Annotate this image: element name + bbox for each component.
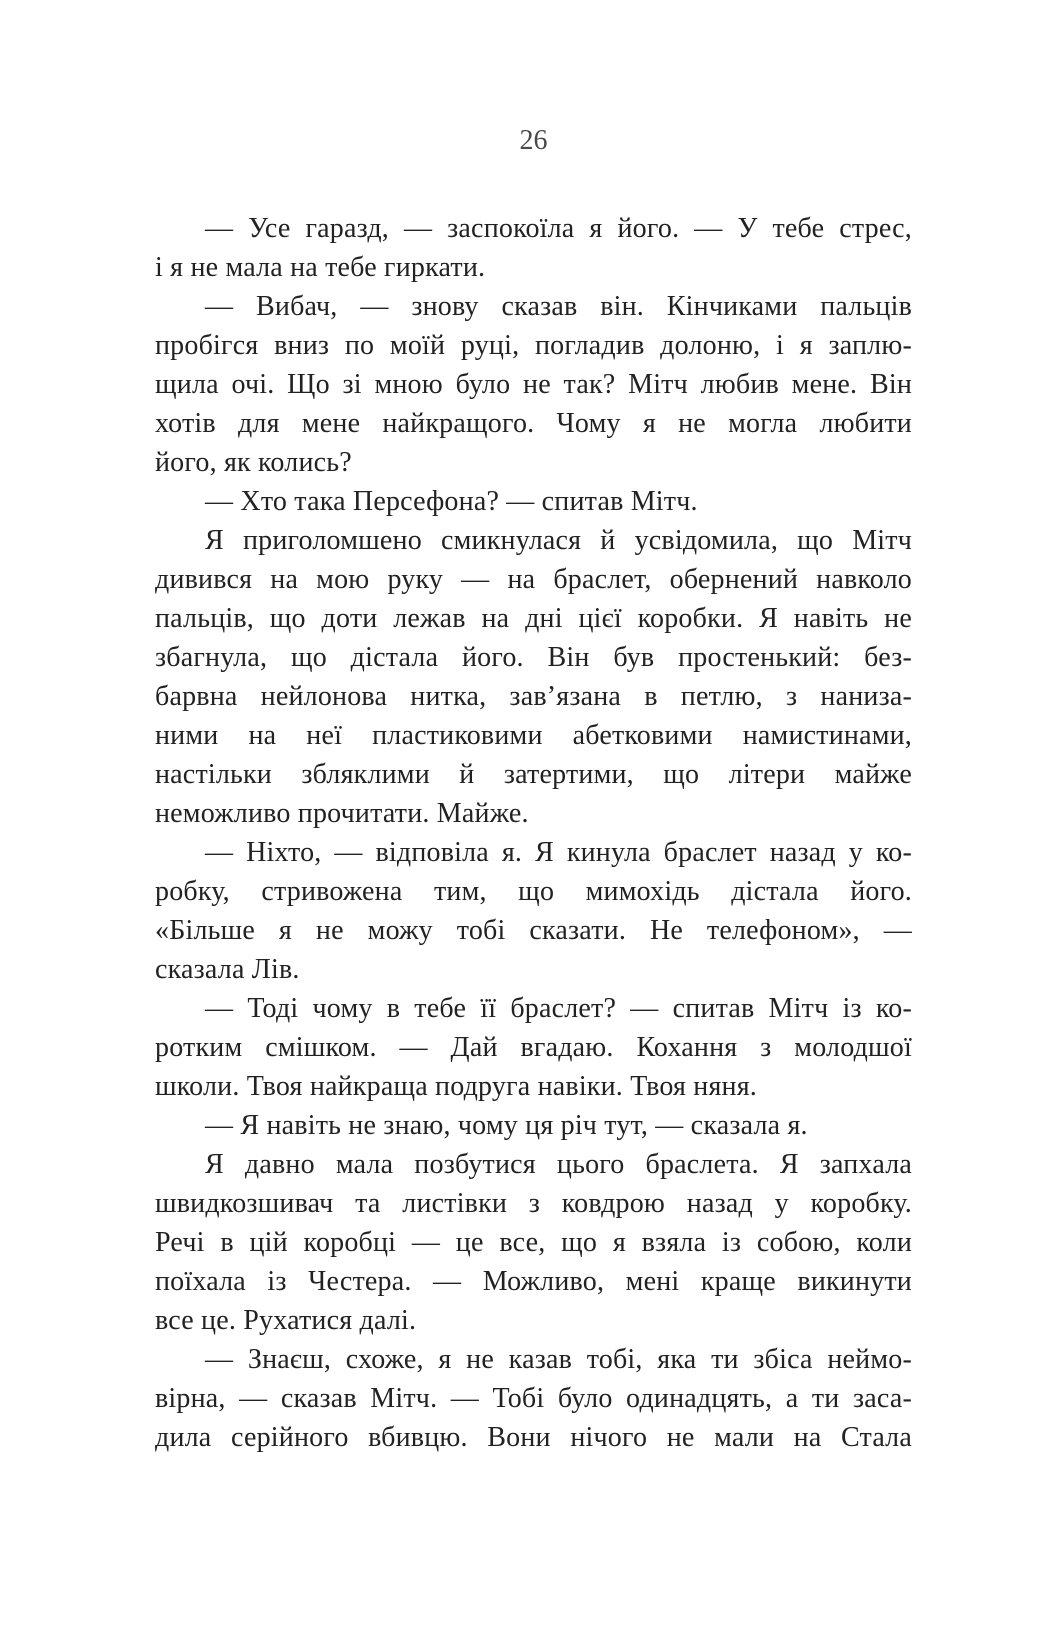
- text-line: школи. Твоя найкраща подруга навіки. Твоя няня.: [155, 1071, 758, 1102]
- text-line: швидкозшивач та листівки з ковдрою назад у коробку.: [155, 1188, 912, 1219]
- paragraph: [155, 1340, 912, 1457]
- text-line: — Хто така Персефона? — спитав Мітч.: [205, 486, 698, 517]
- text-line: все це. Рухатися далі.: [155, 1305, 417, 1336]
- paragraph: [155, 1145, 912, 1340]
- text-line: і я не мала на тебе гиркати.: [155, 252, 486, 283]
- paragraph: [155, 1106, 912, 1145]
- text-line: ротким смішком. — Дай вгадаю. Кохання з молодшої: [155, 1032, 912, 1063]
- text-line: хотів для мене найкращого. Чому я не могла любити: [155, 408, 912, 439]
- page-number: 26: [519, 125, 548, 156]
- text-block: [155, 209, 912, 1457]
- text-line: поїхала із Честера. — Можливо, мені краще викинути: [155, 1266, 912, 1297]
- text-line: його, як колись?: [155, 447, 352, 478]
- text-line: — Ніхто, — відповіла я. Я кинула браслет назад у ко-: [205, 837, 912, 868]
- text-line: дивився на мою руку — на браслет, обернений навколо: [155, 564, 912, 595]
- text-line: Речі в цій коробці — це все, що я взяла із собою, коли: [155, 1227, 912, 1258]
- text-line: дила серійного вбивцю. Вони нічого не мали на Стала: [155, 1422, 912, 1453]
- text-line: сказала Лів.: [155, 954, 300, 985]
- text-line: щила очі. Що зі мною було не так? Мітч любив мене. Він: [155, 369, 912, 400]
- text-line: — Я навіть не знаю, чому ця річ тут, — сказала я.: [205, 1110, 808, 1141]
- text-line: настільки збляклими й затертими, що літери майже: [155, 759, 912, 790]
- text-line: Я приголомшено смикнулася й усвідомила, що Мітч: [205, 525, 912, 556]
- text-line: — Вибач, — знову сказав він. Кінчиками пальців: [205, 291, 912, 322]
- text-line: — Знаєш, схоже, я не казав тобі, яка ти збіса неймо-: [205, 1344, 912, 1375]
- text-line: пробігся вниз по моїй руці, погладив долоню, і я заплю-: [155, 330, 912, 361]
- text-line: пальців, що доти лежав на дні цієї коробки. Я навіть не: [155, 603, 912, 634]
- text-line: «Більше я не можу тобі сказати. Не телефоном», —: [155, 915, 912, 946]
- text-line: Я давно мала позбутися цього браслета. Я запхала: [205, 1149, 912, 1180]
- paragraph: [155, 482, 912, 521]
- text-line: — Тоді чому в тебе її браслет? — спитав Мітч із ко-: [205, 993, 912, 1024]
- paragraph: [155, 209, 912, 287]
- text-line: збагнула, що дістала його. Він був простенький: без-: [155, 642, 912, 673]
- text-line: робку, стривожена тим, що мимохідь дістала його.: [155, 876, 912, 907]
- text-line: — Усе гаразд, — заспокоїла я його. — У тебе стрес,: [205, 213, 912, 244]
- paragraph: [155, 287, 912, 482]
- text-line: ними на неї пластиковими абетковими намистинами,: [155, 720, 912, 751]
- paragraph: [155, 521, 912, 833]
- paragraph: [155, 833, 912, 989]
- text-line: неможливо прочитати. Майже.: [155, 798, 529, 829]
- text-line: барвна нейлонова нитка, зав’язана в петлю, з наниза-: [155, 681, 912, 712]
- paragraph: [155, 989, 912, 1106]
- text-line: вірна, — сказав Мітч. — Тобі було одинадцять, а ти заса-: [155, 1383, 912, 1414]
